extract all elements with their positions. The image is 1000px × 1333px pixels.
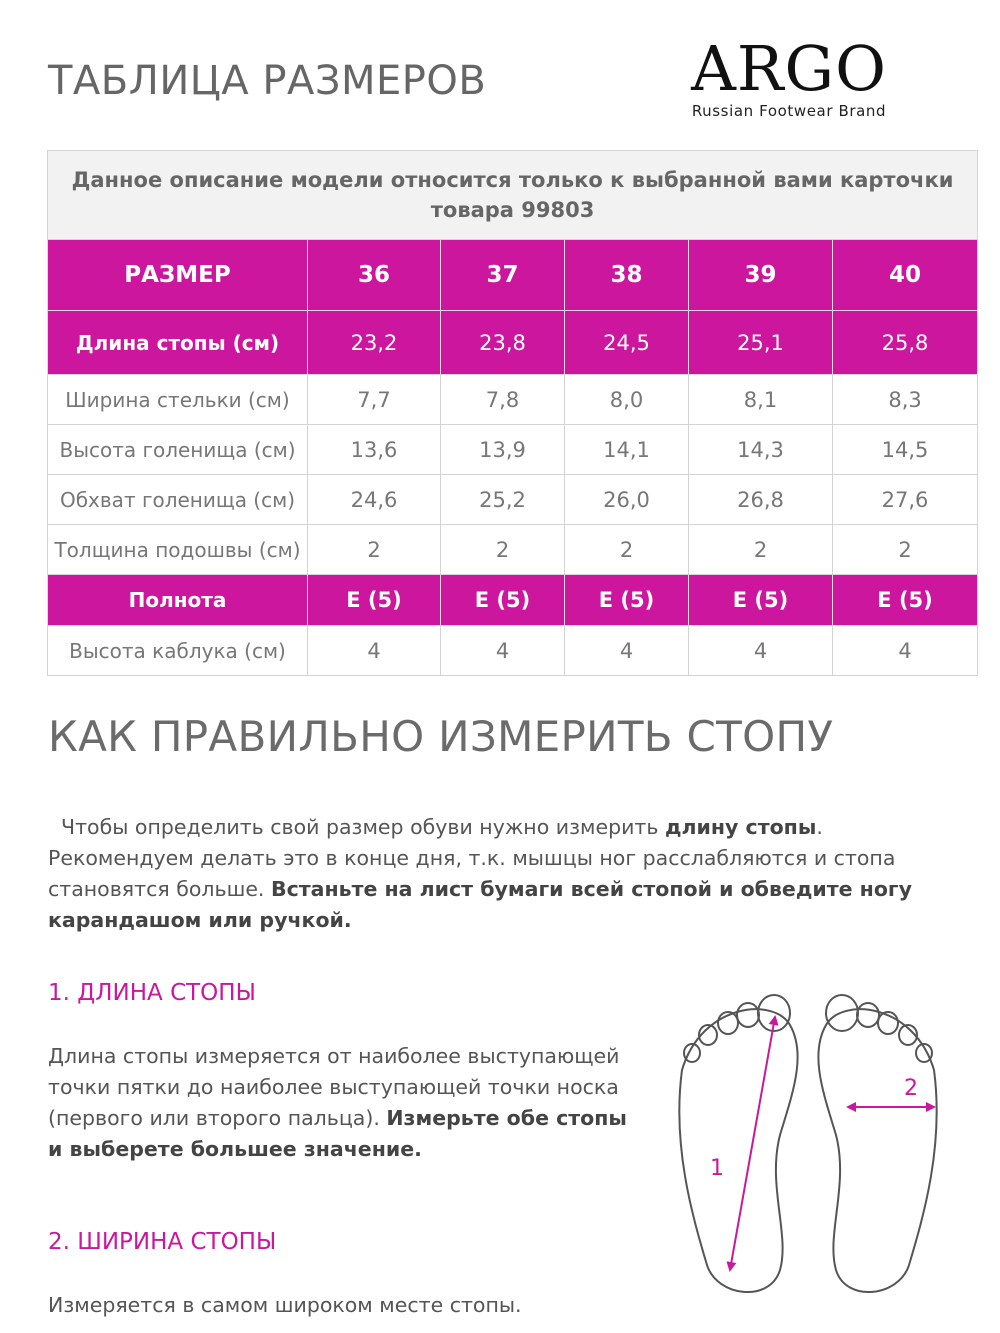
intro-bold-text: длину стопы xyxy=(664,815,817,839)
foot-length-label: Длина стопы (см) xyxy=(48,311,308,375)
insole-width-label: Ширина стельки (см) xyxy=(48,375,308,425)
table-cell: 25,2 xyxy=(441,475,565,525)
heel-height-label: Высота каблука (см) xyxy=(48,626,308,676)
page-title: ТАБЛИЦА РАЗМЕРОВ xyxy=(48,58,487,104)
table-cell: 24,5 xyxy=(565,311,689,375)
table-cell: 2 xyxy=(308,525,441,575)
foot-outline-right-icon xyxy=(818,995,936,1292)
table-cell: 2 xyxy=(441,525,565,575)
foot-width-description xyxy=(48,1290,648,1321)
size-table xyxy=(47,150,978,676)
table-cell: E (5) xyxy=(833,575,978,626)
size-header-cell: 37 xyxy=(441,240,565,311)
insole-width-row xyxy=(48,375,978,425)
table-cell: 13,6 xyxy=(308,425,441,475)
foot-outline-left-icon xyxy=(679,995,797,1292)
table-cell: 4 xyxy=(308,626,441,676)
foot-length-text: Длина стопы измеряется от наиболее выступающей точки пятки до наиболее выступающей точки носка (первого или второго пальца). xyxy=(48,1044,620,1130)
fullness-label: Полнота xyxy=(48,575,308,626)
table-cell: 23,2 xyxy=(308,311,441,375)
table-cell: 2 xyxy=(689,525,833,575)
shaft-height-row xyxy=(48,425,978,475)
foot-length-heading: 1. ДЛИНА СТОПЫ xyxy=(48,980,256,1006)
table-cell: 8,3 xyxy=(833,375,978,425)
table-cell: E (5) xyxy=(565,575,689,626)
table-cell: 13,9 xyxy=(441,425,565,475)
brand-logo xyxy=(678,32,900,120)
foot-length-description xyxy=(48,1041,638,1165)
brand-logo-tagline: Russian Footwear Brand xyxy=(691,102,887,120)
size-header-row xyxy=(48,240,978,311)
table-cell: 14,5 xyxy=(833,425,978,475)
table-cell: 24,6 xyxy=(308,475,441,525)
size-header-cell: 36 xyxy=(308,240,441,311)
size-header-label: РАЗМЕР xyxy=(48,240,308,311)
intro-bold-text: Встаньте на лист бумаги всей стопой и обведите ногу карандашом или ручкой. xyxy=(48,877,913,932)
table-cell: 26,8 xyxy=(689,475,833,525)
table-cell: 25,1 xyxy=(689,311,833,375)
sole-thickness-label: Толщина подошвы (см) xyxy=(48,525,308,575)
size-header-cell: 39 xyxy=(689,240,833,311)
intro-text: . Рекомендуем делать это в конце дня, т.к. мышцы ног расслабляются и стопа становятся больше. xyxy=(48,815,896,901)
table-cell: E (5) xyxy=(689,575,833,626)
table-cell: 2 xyxy=(833,525,978,575)
intro-text: Чтобы определить свой размер обуви нужно измерить xyxy=(61,815,665,839)
measure-guide-intro xyxy=(48,812,948,936)
table-cell: 7,8 xyxy=(441,375,565,425)
table-cell: 14,3 xyxy=(689,425,833,475)
table-cell: 14,1 xyxy=(565,425,689,475)
foot-length-row xyxy=(48,311,978,375)
length-arrow-icon xyxy=(730,1017,775,1270)
sole-thickness-row xyxy=(48,525,978,575)
brand-logo-wordmark: ARGO xyxy=(691,32,887,105)
size-header-cell: 38 xyxy=(565,240,689,311)
size-header-cell: 40 xyxy=(833,240,978,311)
table-cell: 26,0 xyxy=(565,475,689,525)
table-cell: 8,1 xyxy=(689,375,833,425)
length-label: 1 xyxy=(710,1156,724,1181)
table-notice xyxy=(48,151,978,240)
shaft-girth-row xyxy=(48,475,978,525)
table-cell: 25,8 xyxy=(833,311,978,375)
foot-width-heading: 2. ШИРИНА СТОПЫ xyxy=(48,1229,277,1255)
table-cell: 4 xyxy=(565,626,689,676)
table-cell: 23,8 xyxy=(441,311,565,375)
feet-diagram xyxy=(672,985,962,1305)
foot-width-text: Измеряется в самом широком месте стопы. xyxy=(48,1293,522,1317)
table-cell: 8,0 xyxy=(565,375,689,425)
shaft-height-label: Высота голенища (см) xyxy=(48,425,308,475)
heel-height-row xyxy=(48,626,978,676)
shaft-girth-label: Обхват голенища (см) xyxy=(48,475,308,525)
foot-length-bold-text: Измерьте обе стопы и выберете большее значение. xyxy=(48,1106,627,1161)
width-label: 2 xyxy=(904,1076,918,1101)
table-cell: E (5) xyxy=(441,575,565,626)
fullness-row xyxy=(48,575,978,626)
table-cell: 4 xyxy=(833,626,978,676)
table-cell: E (5) xyxy=(308,575,441,626)
table-notice-text: Данное описание модели относится только к выбранной вами карточки товара 99803 xyxy=(71,168,954,222)
table-cell: 27,6 xyxy=(833,475,978,525)
table-cell: 4 xyxy=(689,626,833,676)
table-cell: 2 xyxy=(565,525,689,575)
table-cell: 7,7 xyxy=(308,375,441,425)
table-notice-row xyxy=(48,151,978,240)
measure-guide-title: КАК ПРАВИЛЬНО ИЗМЕРИТЬ СТОПУ xyxy=(48,712,834,761)
table-cell: 4 xyxy=(441,626,565,676)
